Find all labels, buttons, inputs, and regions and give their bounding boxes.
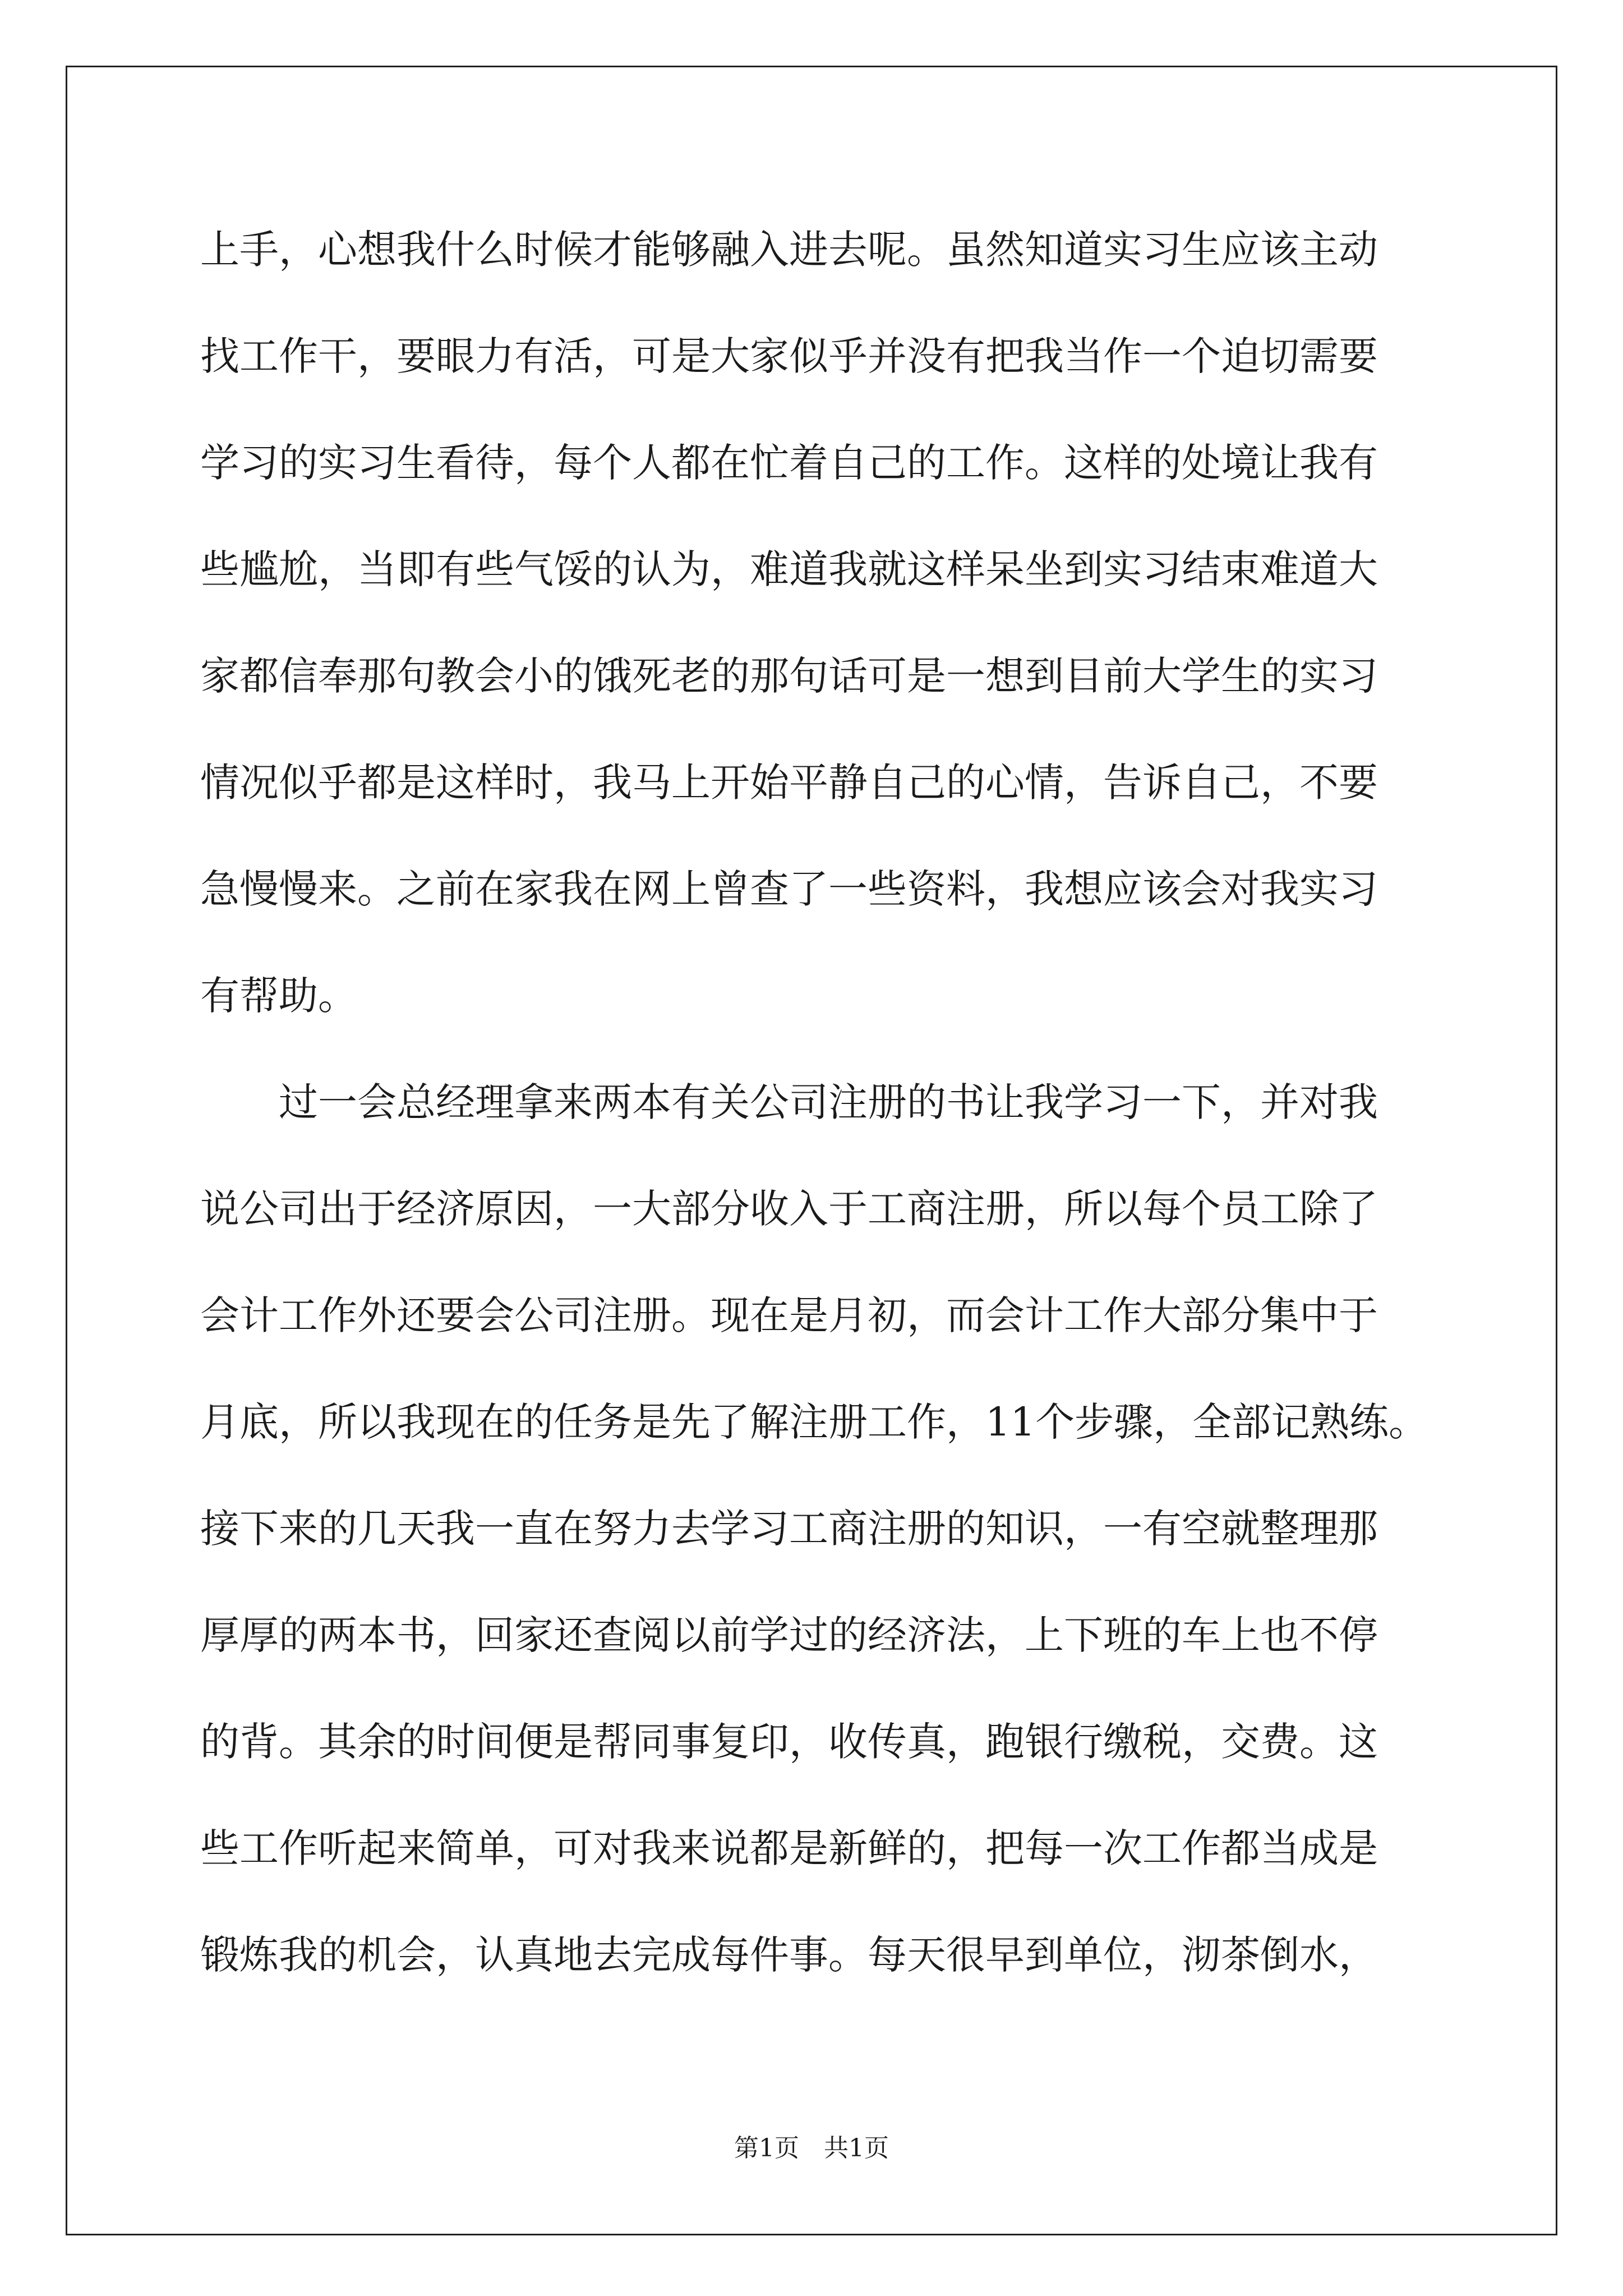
text-line: 上手，心想我什么时候才能够融入进去呢。虽然知道实习生应该主动: [200, 227, 1378, 273]
text-line: 锻炼我的机会，认真地去完成每件事。每天很早到单位，沏茶倒水，: [200, 1932, 1378, 1978]
page-border: [66, 66, 1557, 2235]
text-line: 过一会总经理拿来两本有关公司注册的书让我学习一下，并对我: [200, 1079, 1378, 1125]
text-line: 接下来的几天我一直在努力去学习工商注册的知识，一有空就整理那: [200, 1506, 1378, 1552]
text-line: 情况似乎都是这样时，我马上开始平静自己的心情，告诉自己，不要: [200, 760, 1378, 806]
text-line: 学习的实习生看待，每个人都在忙着自己的工作。这样的处境让我有: [200, 440, 1378, 486]
text-line: 有帮助。: [200, 973, 357, 1019]
text-line: 些尴尬，当即有些气馁的认为，难道我就这样呆坐到实习结束难道大: [200, 546, 1378, 592]
text-line: 些工作听起来简单，可对我来说都是新鲜的，把每一次工作都当成是: [200, 1825, 1378, 1871]
text-line: 会计工作外还要会公司注册。现在是月初，而会计工作大部分集中于: [200, 1292, 1378, 1338]
text-line: 月底，所以我现在的任务是先了解注册工作，11个步骤，全部记熟练。: [200, 1399, 1428, 1445]
text-line: 急慢慢来。之前在家我在网上曾查了一些资料，我想应该会对我实习: [200, 866, 1378, 912]
text-line: 厚厚的两本书，回家还查阅以前学过的经济法，上下班的车上也不停: [200, 1612, 1378, 1658]
text-line: 说公司出于经济原因，一大部分收入于工商注册，所以每个员工除了: [200, 1186, 1378, 1232]
text-line: 找工作干，要眼力有活，可是大家似乎并没有把我当作一个迫切需要: [200, 333, 1378, 379]
text-line: 的背。其余的时间便是帮同事复印，收传真，跑银行缴税，交费。这: [200, 1719, 1378, 1765]
text-line: 家都信奉那句教会小的饿死老的那句话可是一想到目前大学生的实习: [200, 653, 1378, 699]
page-footer: 第1页 共1页: [734, 2134, 889, 2162]
